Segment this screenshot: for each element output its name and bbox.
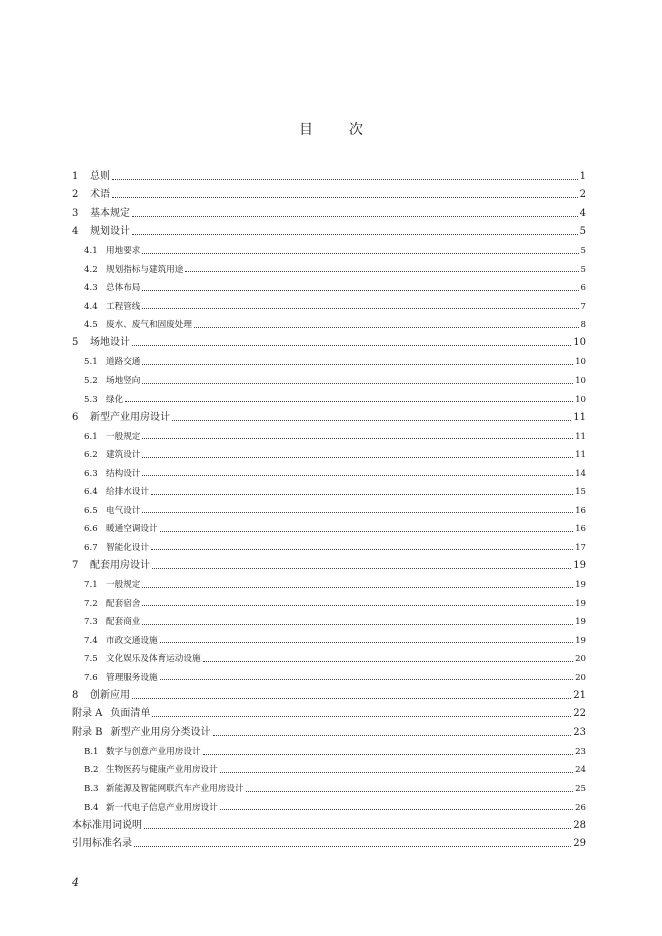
dot-leader <box>134 846 571 847</box>
toc-entry-title: 引用标准名录 <box>72 838 132 850</box>
page-number: 4 <box>72 876 79 889</box>
toc-entry-title: 创新应用 <box>90 689 130 701</box>
toc-entry-title: 绿化 <box>106 394 124 405</box>
dot-leader <box>142 457 573 458</box>
toc-entry-page: 15 <box>575 487 586 498</box>
toc-entry[interactable] <box>72 295 586 314</box>
toc-entry-page: 24 <box>575 765 586 776</box>
toc-entry[interactable] <box>72 796 586 815</box>
toc-entry-title: 负面清单 <box>110 708 151 720</box>
dot-leader <box>142 364 573 365</box>
toc-entry-title: 生物医药与健康产业用房设计 <box>106 765 218 776</box>
toc-entry-page: 23 <box>575 746 586 757</box>
dot-leader <box>142 605 573 606</box>
toc-entry-page: 28 <box>573 819 586 831</box>
title-char-2: 次 <box>349 122 363 138</box>
toc-entry-number: 4.4 <box>84 301 98 312</box>
dot-leader <box>142 512 573 513</box>
toc-entry-page: 19 <box>575 617 586 628</box>
toc-entry-number: 4.1 <box>84 246 98 257</box>
toc-entry[interactable] <box>72 332 586 351</box>
toc-entry-title: 场地竖向 <box>106 375 141 386</box>
dot-leader <box>132 234 578 235</box>
dot-leader <box>151 549 573 550</box>
toc-entry-number: 4.2 <box>84 264 98 275</box>
dot-leader <box>125 401 573 402</box>
toc-entry-number: 6.1 <box>84 431 98 442</box>
toc-entry-title: 电气设计 <box>106 505 141 516</box>
toc-entry-page: 1 <box>579 170 586 182</box>
toc-entry-title: 新型产业用房设计 <box>90 411 170 423</box>
toc-entry-page: 21 <box>573 689 586 701</box>
toc-entry[interactable] <box>72 202 586 221</box>
toc-entry-title: 道路交通 <box>106 357 141 368</box>
dot-leader <box>142 290 578 291</box>
dot-leader <box>112 197 578 198</box>
toc-entry[interactable] <box>72 666 586 685</box>
toc-entry-number: 6.2 <box>84 450 98 461</box>
dot-leader <box>160 531 573 532</box>
toc-entry-number: 6.7 <box>84 542 98 553</box>
toc-entry-page: 8 <box>580 320 586 331</box>
toc-entry-page: 19 <box>573 560 586 572</box>
toc-entry-title: 配套宿舍 <box>106 598 141 609</box>
toc-entry-page: 7 <box>580 301 586 312</box>
toc-entry[interactable] <box>72 536 586 555</box>
dot-leader <box>142 383 573 384</box>
dot-leader <box>220 772 573 773</box>
toc-entry-page: 19 <box>575 598 586 609</box>
toc-entry[interactable] <box>72 573 586 592</box>
toc-entry-title: 新能源及智能网联汽车产业用房设计 <box>106 784 244 794</box>
toc-entry-title: 新型产业用房分类设计 <box>110 726 211 738</box>
toc-entry[interactable] <box>72 833 586 852</box>
dot-leader <box>142 624 573 625</box>
toc-entry[interactable] <box>72 592 586 611</box>
dot-leader <box>142 308 578 309</box>
toc-entry-title: 本标准用词说明 <box>72 819 142 831</box>
toc-entry-page: 5 <box>580 264 586 275</box>
toc-entry[interactable] <box>72 610 586 629</box>
toc-entry[interactable] <box>72 184 586 203</box>
dot-leader <box>112 179 578 180</box>
toc-entry-number: 5.1 <box>84 357 98 368</box>
toc-entry-number: 7.5 <box>84 654 98 665</box>
toc-entry-title: 暖通空调设计 <box>106 524 158 535</box>
toc-entry-page: 17 <box>575 542 586 553</box>
dot-leader <box>142 475 573 476</box>
toc-entry[interactable] <box>72 388 586 407</box>
toc-entry-page: 10 <box>573 337 586 349</box>
toc-entry-number: 5 <box>72 337 79 349</box>
toc-entry-title: 管理服务设施 <box>106 672 158 683</box>
toc-entry[interactable] <box>72 239 586 258</box>
toc-entry[interactable] <box>72 369 586 388</box>
toc-entry-title: 规划指标与建筑用途 <box>106 264 184 275</box>
toc-entry-number: 6.4 <box>84 487 98 498</box>
toc-entry[interactable] <box>72 462 586 481</box>
toc-entry-title: 总体布局 <box>106 283 141 294</box>
toc-entry-number: 6 <box>72 411 79 423</box>
toc-entry-page: 5 <box>579 226 586 238</box>
toc-entry[interactable] <box>72 165 586 184</box>
dot-leader <box>132 345 571 346</box>
toc-entry-number: 6.3 <box>84 468 98 479</box>
toc-entry-title: 数字与创意产业用房设计 <box>106 746 201 757</box>
toc-entry[interactable] <box>72 703 586 722</box>
toc-entry-number: 6.5 <box>84 505 98 516</box>
toc-entry-page: 6 <box>580 283 586 294</box>
title-char-1: 目 <box>299 122 313 138</box>
toc-entry-title: 基本规定 <box>90 207 130 219</box>
toc-entry-page: 11 <box>575 450 586 461</box>
toc-entry[interactable] <box>72 740 586 759</box>
toc-entry[interactable] <box>72 777 586 796</box>
toc-entry-page: 5 <box>580 246 586 257</box>
toc-entry-page: 20 <box>575 672 586 683</box>
toc-entry[interactable] <box>72 517 586 536</box>
toc-entry-title: 配套用房设计 <box>90 560 150 572</box>
dot-leader <box>246 791 574 792</box>
dot-leader <box>203 661 574 662</box>
toc-entry-number: 4.5 <box>84 320 98 331</box>
dot-leader <box>144 828 571 829</box>
toc-entry-title: 场地设计 <box>90 337 130 349</box>
toc-entry-number: 7 <box>72 560 79 572</box>
toc-entry-page: 10 <box>575 357 586 368</box>
toc-entry-page: 14 <box>575 468 586 479</box>
dot-leader <box>185 271 578 272</box>
toc-entry-title: 废水、废气和固废处理 <box>106 320 192 331</box>
toc-entry-title: 一般规定 <box>106 431 141 442</box>
toc-entry-title: 市政交通设施 <box>106 635 158 646</box>
toc-entry[interactable] <box>72 480 586 499</box>
toc-entry-number: 3 <box>72 207 79 219</box>
toc-entry-title: 总则 <box>90 170 110 182</box>
toc-entry-number: B.4 <box>84 802 99 813</box>
toc-entry-page: 4 <box>579 207 586 219</box>
toc-entry-title: 给排水设计 <box>106 487 149 498</box>
dot-leader <box>220 809 573 810</box>
toc-entry-title: 新一代电子信息产业用房设计 <box>106 802 218 813</box>
toc-entry-number: 4.3 <box>84 283 98 294</box>
toc-entry[interactable] <box>72 499 586 518</box>
dot-leader <box>160 642 573 643</box>
toc-entry-page: 11 <box>573 411 586 423</box>
toc-entry-title: 建筑设计 <box>106 450 141 461</box>
toc-entry-number: 2 <box>72 189 79 201</box>
toc-entry[interactable] <box>72 629 586 648</box>
toc-entry-page: 16 <box>575 524 586 535</box>
toc-entry-number: B.2 <box>84 765 99 776</box>
toc-entry-number: 1 <box>72 170 79 182</box>
toc-entry-number: 附录 A <box>72 708 103 720</box>
toc-entry-number: 6.6 <box>84 524 98 535</box>
toc-entry[interactable] <box>72 258 586 277</box>
toc-entry-number: 7.4 <box>84 635 98 646</box>
toc-entry-title: 工程管线 <box>106 301 141 312</box>
toc-entry-page: 23 <box>573 726 586 738</box>
toc-entry-number: 4 <box>72 226 79 238</box>
dot-leader <box>152 568 571 569</box>
toc-entry-number: 7.6 <box>84 672 98 683</box>
dot-leader <box>160 679 573 680</box>
page-title <box>0 119 662 139</box>
toc-entry-title: 智能化设计 <box>106 542 149 553</box>
toc-entry[interactable] <box>72 350 586 369</box>
toc-entry-number: 5.2 <box>84 375 98 386</box>
dot-leader <box>132 698 571 699</box>
dot-leader <box>194 327 579 328</box>
toc-entry-title: 规划设计 <box>90 226 130 238</box>
toc-entry-number: B.3 <box>84 784 99 794</box>
toc-entry-number: 附录 B <box>72 726 103 738</box>
toc-entry-number: 8 <box>72 689 79 701</box>
toc-entry-page: 25 <box>575 784 586 794</box>
dot-leader <box>203 754 574 755</box>
toc-entry[interactable] <box>72 759 586 778</box>
toc-entry-page: 19 <box>575 579 586 590</box>
dot-leader <box>132 216 578 217</box>
toc-entry[interactable] <box>72 814 586 833</box>
dot-leader <box>142 253 578 254</box>
toc-entry-page: 10 <box>575 375 586 386</box>
toc-entry[interactable] <box>72 684 586 703</box>
toc-entry-page: 19 <box>575 635 586 646</box>
toc-entry[interactable] <box>72 276 586 295</box>
toc-entry-title: 术语 <box>90 189 110 201</box>
toc-entry-page: 2 <box>579 189 586 201</box>
toc-entry-page: 10 <box>575 394 586 405</box>
toc-entry[interactable] <box>72 406 586 425</box>
toc-entry-number: 7.2 <box>84 598 98 609</box>
toc-entry[interactable] <box>72 221 586 240</box>
toc-entry[interactable] <box>72 721 586 740</box>
toc-entry-page: 22 <box>573 708 586 720</box>
table-of-contents <box>72 165 586 851</box>
toc-entry[interactable] <box>72 647 586 666</box>
toc-entry-number: B.1 <box>84 746 99 757</box>
dot-leader <box>142 587 573 588</box>
dot-leader <box>213 735 572 736</box>
toc-entry-page: 11 <box>575 431 586 442</box>
toc-entry-number: 7.3 <box>84 617 98 628</box>
toc-entry-title: 用地要求 <box>106 246 141 257</box>
dot-leader <box>142 438 573 439</box>
toc-entry-page: 20 <box>575 654 586 665</box>
toc-entry-number: 5.3 <box>84 394 98 405</box>
toc-entry[interactable] <box>72 425 586 444</box>
dot-leader <box>152 716 571 717</box>
toc-entry-title: 结构设计 <box>106 468 141 479</box>
toc-entry-title: 配套商业 <box>106 617 141 628</box>
toc-entry[interactable] <box>72 313 586 332</box>
toc-entry[interactable] <box>72 554 586 573</box>
toc-entry-title: 一般规定 <box>106 579 141 590</box>
toc-entry[interactable] <box>72 443 586 462</box>
toc-entry-title: 文化娱乐及体育运动设施 <box>106 654 201 665</box>
toc-entry-number: 7.1 <box>84 579 98 590</box>
toc-entry-page: 26 <box>575 802 586 813</box>
toc-entry-page: 16 <box>575 505 586 516</box>
dot-leader <box>172 420 571 421</box>
dot-leader <box>151 494 573 495</box>
toc-entry-page: 29 <box>573 838 586 850</box>
